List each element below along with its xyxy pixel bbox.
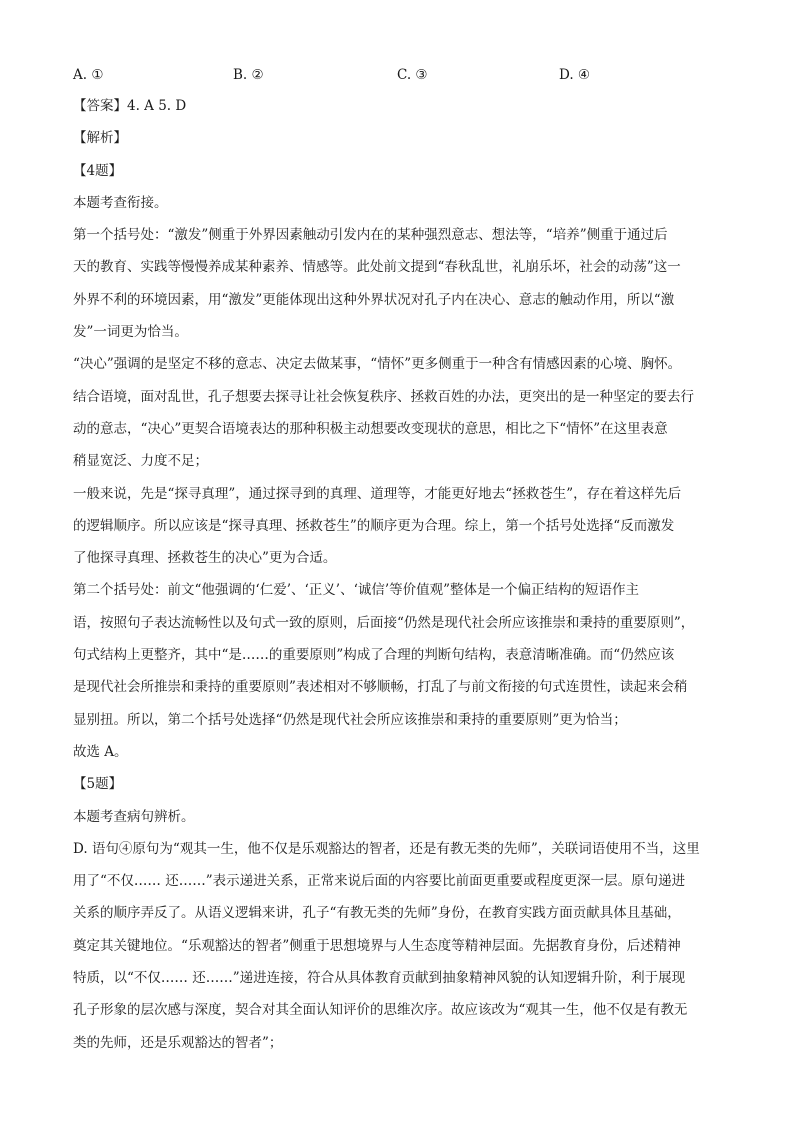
option-b: B. ② <box>233 67 264 83</box>
text-line: 发”一词更为恰当。 <box>73 324 188 341</box>
text-line: 第一个括号处：“激发”侧重于外界因素触动引发内在的某种强烈意志、想法等，“培养”侧重于通过后 <box>73 227 668 244</box>
option-a: A. ① <box>73 67 104 83</box>
option-c: C. ③ <box>397 67 428 83</box>
text-line: 天的教育、实践等慢慢养成某种素养、情感等。此处前文提到“春秋乱世，礼崩乐坏，社会的动荡”这一 <box>73 259 681 276</box>
text-line: 稍显宽泛、力度不足； <box>73 453 208 470</box>
text-line: 显别扭。所以，第二个括号处选择“仍然是现代社会所应该推崇和秉持的重要原则”更为恰当； <box>73 711 627 728</box>
text-line: 孔子形象的层次感与深度，契合对其全面认知评价的思维次序。故应该改为“观其一生，他不仅是有教无 <box>73 1002 688 1019</box>
text-line: 结合语境，面对乱世，孔子想要去探寻让社会恢复秩序、拯救百姓的办法，更突出的是一种坚定的要去行 <box>73 388 694 405</box>
text-line: 奠定其关键地位。“乐观豁达的智者”侧重于思想境界与人生态度等精神层面。先据教育身份，后述精神 <box>73 937 681 954</box>
analysis-body <box>73 90 733 1059</box>
text-line: 【解析】 <box>73 130 127 147</box>
option-d: D. ④ <box>559 67 591 83</box>
text-line: 故选 A。 <box>73 743 128 760</box>
document-page <box>73 62 733 1059</box>
text-line: 句式结构上更整齐，其中“是……的重要原则”构成了合理的判断句结构，表意清晰准确。而“仍然应该 <box>73 647 675 664</box>
text-line: 外界不利的环境因素，用“激发”更能体现出这种外界状况对孔子内在决心、意志的触动作用，所以“激 <box>73 291 675 308</box>
text-line: 是现代社会所推崇和秉持的重要原则”表述相对不够顺畅，打乱了与前文衔接的句式连贯性，读起来会稍 <box>73 679 688 696</box>
text-line: 语，按照句子表达流畅性以及句式一致的原则，后面接“仍然是现代社会所应该推崇和秉持的重要原则”， <box>73 614 695 631</box>
answer-options <box>73 62 733 90</box>
text-line: 【5题】 <box>73 776 123 793</box>
text-line: 动的意志，“决心”更契合语境表达的那种积极主动想要改变现状的意思，相比之下“情怀”在这里表意 <box>73 420 668 437</box>
text-line: 【4题】 <box>73 162 123 179</box>
text-line: 的逻辑顺序。所以应该是“探寻真理、拯救苍生”的顺序更为合理。综上，第一个括号处选择“反而激发 <box>73 517 675 534</box>
text-line: 第二个括号处：前文“他强调的‘仁爱’、‘正义’、‘诚信’等价值观”整体是一个偏正结构的短语作主 <box>73 582 640 599</box>
text-line: 一般来说，先是“探寻真理”，通过探寻到的真理、道理等，才能更好地去“拯救苍生”，存在着这样先后 <box>73 485 682 502</box>
text-line: D. 语句④原句为“观其一生，他不仅是乐观豁达的智者，还是有教无类的先师”，关联词语使用不当，这里 <box>73 840 700 857</box>
text-line: 【答案】4. A 5. D <box>73 98 187 114</box>
text-line: “决心”强调的是坚定不移的意志、决定去做某事，“情怀”更多侧重于一种含有情感因素的心境、胸怀。 <box>73 356 682 373</box>
text-line: 了他探寻真理、拯救苍生的决心”更为合适。 <box>73 550 337 567</box>
text-line: 特质，以“不仅…… 还……”递进连接，符合从具体教育贡献到抽象精神风貌的认知逻辑升阶，利于展现 <box>73 970 686 987</box>
text-line: 用了“不仅…… 还……”表示递进关系，正常来说后面的内容要比前面更重要或程度更深一层。原句递进 <box>73 873 686 890</box>
text-line: 类的先师，还是乐观豁达的智者”； <box>73 1034 283 1051</box>
text-line: 关系的顺序弄反了。从语义逻辑来讲，孔子“有教无类的先师”身份，在教育实践方面贡献具体且基础， <box>73 905 681 922</box>
text-line: 本题考查病句辨析。 <box>73 808 195 825</box>
text-line: 本题考查衔接。 <box>73 194 168 211</box>
